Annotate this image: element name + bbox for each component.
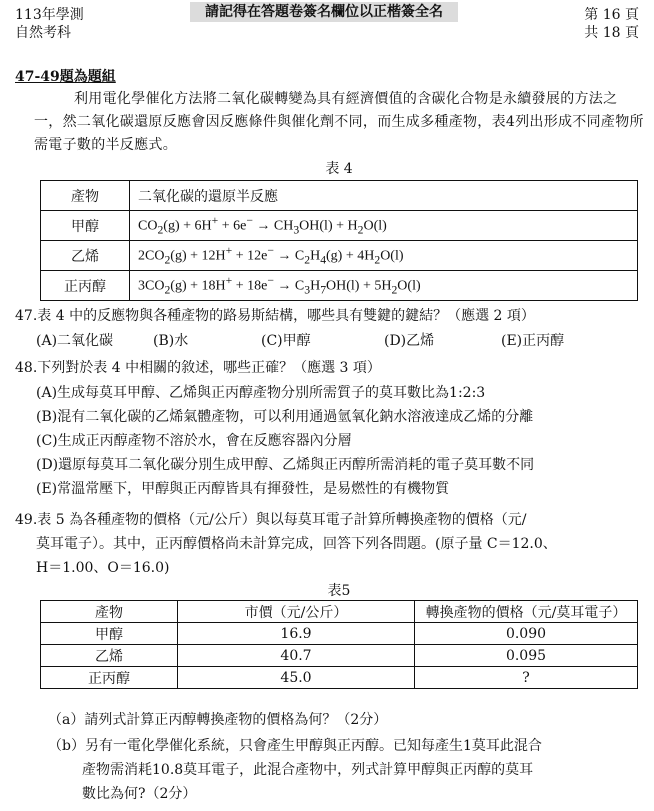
question-group-title: 47-49題為題組 bbox=[15, 69, 116, 85]
table-row bbox=[41, 211, 638, 241]
table4-equation-cell: $3CO_2(g) + 18H^+ + 18e^- \to C_3H_7OH(l) + 5H_2O(l)$ bbox=[130, 271, 638, 301]
table5-cell: ? bbox=[415, 667, 638, 689]
table5 bbox=[40, 600, 638, 689]
q47-options bbox=[36, 329, 636, 353]
table4-header-reaction: 二氧化碳的還原半反應 bbox=[130, 181, 638, 211]
q48-option-d: (D)還原每莫耳二氧化碳分別生成甲醇、乙烯與正丙醇所需消耗的電子莫耳數不同 bbox=[36, 457, 535, 473]
table5-cell: 0.090 bbox=[415, 623, 638, 645]
q47-option-d: (D)乙烯 bbox=[384, 333, 435, 349]
table5-cell: 乙烯 bbox=[41, 645, 178, 667]
table5-header-row bbox=[41, 601, 638, 623]
table-row bbox=[41, 241, 638, 271]
table-row bbox=[41, 623, 638, 645]
intro-text: 利用電化學催化方法將二氧化碳轉變為具有經濟價值的含碳化合物是永續發展的方法之一，然二氧化碳還原反應會因反應條件與催化劑不同，而生成多種產物，表4列出形成不同產物所需電子數的半反應式。 bbox=[34, 91, 644, 153]
q48-option-a: (A)生成每莫耳甲醇、乙烯與正丙醇產物分別所需質子的莫耳數比為1:2:3 bbox=[36, 385, 486, 401]
table5-cell: 40.7 bbox=[178, 645, 415, 667]
table4-product-cell: 乙烯 bbox=[41, 241, 130, 271]
table-row bbox=[41, 271, 638, 301]
table4-caption: 表 4 bbox=[325, 161, 353, 177]
q49-sub-b-line3: 數比為何?（2分） bbox=[82, 786, 197, 802]
signature-reminder-banner: 請記得在答題卷簽名欄位以正楷簽全名 bbox=[190, 2, 458, 22]
table5-cell: 甲醇 bbox=[41, 623, 178, 645]
q48-option-c: (C)生成正丙醇產物不溶於水，會在反應容器內分層 bbox=[36, 433, 352, 449]
exam-year: 113年學測 bbox=[15, 7, 84, 23]
q47-option-c: (C)甲醇 bbox=[261, 333, 311, 349]
q48-option-e: (E)常溫常壓下，甲醇與正丙醇皆具有揮發性，是易燃性的有機物質 bbox=[36, 481, 450, 497]
table4 bbox=[40, 180, 638, 301]
table4-equation-cell: $2CO_2(g) + 12H^+ + 12e^- \to C_2H_4(g) + 4H_2O(l)$ bbox=[130, 241, 638, 271]
table5-cell: 45.0 bbox=[178, 667, 415, 689]
table5-cell: 正丙醇 bbox=[41, 667, 178, 689]
table4-equation-cell: $CO_2(g) + 6H^+ + 6e^- \to CH_3OH(l) + H_2O(l)$ bbox=[130, 211, 638, 241]
table4-product-cell: 正丙醇 bbox=[41, 271, 130, 301]
q49-stem-line2: 莫耳電子）。其中，正丙醇價格尚未計算完成，回答下列各問題。(原子量 C＝12.0、 bbox=[36, 536, 557, 552]
intro-paragraph bbox=[34, 88, 644, 157]
table4-header-product: 產物 bbox=[41, 181, 130, 211]
q49-stem-line1: 49.表 5 為各種產物的價格（元/公斤）與以每莫耳電子計算所轉換產物的價格（元/ bbox=[15, 512, 527, 528]
q49-sub-b-line1: （b）另有一電化學催化系統，只會產生甲醇與正丙醇。已知每產生1莫耳此混合 bbox=[48, 738, 542, 754]
q48-option-b: (B)混有二氧化碳的乙烯氣體產物，可以利用通過氫氧化鈉水溶液達成乙烯的分離 bbox=[36, 409, 534, 425]
table5-cell: 16.9 bbox=[178, 623, 415, 645]
q47-option-e: (E)正丙醇 bbox=[501, 333, 565, 349]
table5-caption: 表5 bbox=[327, 583, 351, 599]
table5-header-price: 市價（元/公斤） bbox=[178, 601, 415, 623]
total-pages: 共 18 頁 bbox=[584, 25, 639, 41]
table5-header-product: 產物 bbox=[41, 601, 178, 623]
q47-stem: 47.表 4 中的反應物與各種產物的路易斯結構，哪些具有雙鍵的鍵結？（應選 2 項） bbox=[15, 308, 535, 324]
table4-caption-wrap bbox=[40, 158, 638, 178]
q47-option-a: (A)二氧化碳 bbox=[36, 333, 114, 349]
table4-header-row bbox=[41, 181, 638, 211]
table5-caption-wrap bbox=[40, 580, 638, 600]
table5-header-converted: 轉換產物的價格（元/莫耳電子） bbox=[415, 601, 638, 623]
q49-sub-a: （a）請列式計算正丙醇轉換產物的價格為何？（2分） bbox=[48, 712, 388, 728]
q48-stem: 48.下列對於表 4 中相關的敘述，哪些正確？（應選 3 項） bbox=[15, 360, 381, 376]
q49-stem-line3: H＝1.00、O＝16.0) bbox=[36, 560, 170, 576]
page-number: 第 16 頁 bbox=[584, 7, 639, 23]
table-row bbox=[41, 667, 638, 689]
subject-name: 自然考科 bbox=[15, 25, 71, 41]
q47-option-b: (B)水 bbox=[153, 333, 189, 349]
table4-product-cell: 甲醇 bbox=[41, 211, 130, 241]
table-row bbox=[41, 645, 638, 667]
q49-sub-b-line2: 產物需消耗10.8莫耳電子，此混合產物中，列式計算甲醇與正丙醇的莫耳 bbox=[82, 762, 534, 778]
table5-cell: 0.095 bbox=[415, 645, 638, 667]
